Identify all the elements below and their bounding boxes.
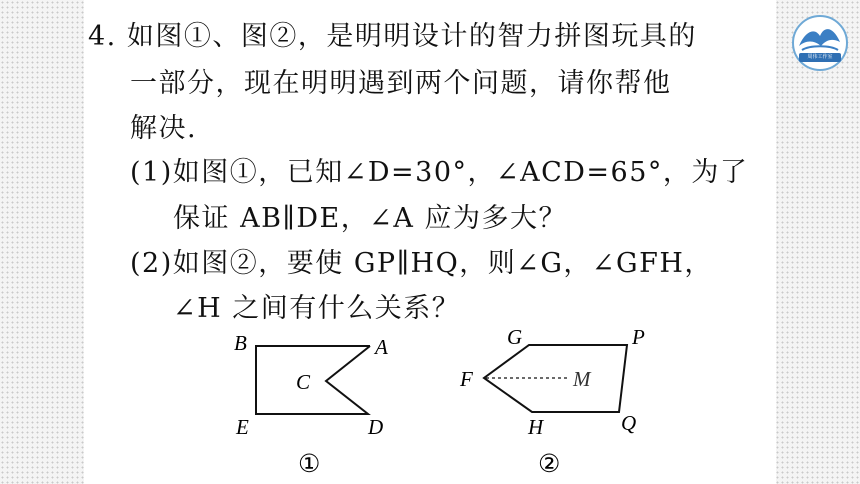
- figure-1-caption: ①: [298, 451, 321, 478]
- figure-2-label-G: G: [507, 325, 523, 349]
- figure-2-label-P: P: [632, 325, 645, 349]
- figure-2: [459, 325, 645, 478]
- figure-1-label-B: B: [234, 331, 247, 355]
- problem-intro-1: 如图①、图②，是明明设计的智力拼图玩具的: [126, 21, 697, 52]
- problem-number: 4.: [88, 21, 117, 52]
- figure-2-label-Q: Q: [621, 411, 637, 435]
- problem-intro-3: 解决.: [130, 113, 198, 144]
- figure-2-label-H: H: [528, 415, 544, 439]
- figure-1-label-D: D: [368, 415, 384, 439]
- question-2-line-1: (2)如图②，要使 GP∥HQ，则∠G，∠GFH，: [130, 248, 713, 279]
- figure-1-label-E: E: [236, 415, 249, 439]
- question-1-line-2: 保证 AB∥DE，∠A 应为多大？: [173, 203, 567, 234]
- figure-2-label-M: M: [573, 367, 591, 391]
- figure-1-label-A: A: [375, 335, 388, 359]
- figure-2-caption: ②: [538, 451, 561, 478]
- figure-1: [234, 331, 388, 478]
- question-1-line-1: (1)如图①，已知∠D=30°，∠ACD=65°，为了: [130, 157, 749, 188]
- problem-intro-2: 一部分，现在明明遇到两个问题，请你帮他: [130, 68, 672, 99]
- figure-1-shape: [256, 346, 370, 414]
- logo-label: 周伟工作室: [799, 53, 841, 62]
- question-2-line-2: ∠H 之间有什么关系？: [173, 293, 461, 324]
- figure-2-label-F: F: [460, 367, 473, 391]
- figure-1-label-C: C: [296, 370, 311, 394]
